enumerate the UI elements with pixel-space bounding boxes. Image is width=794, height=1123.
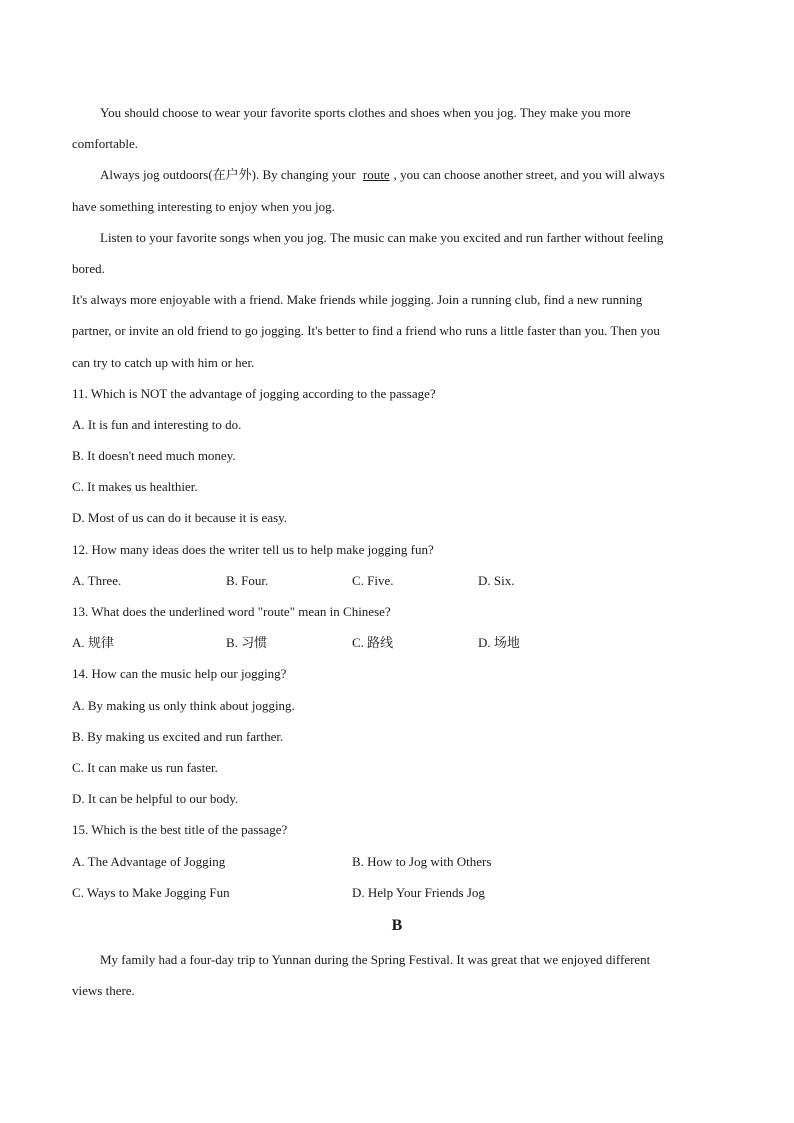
question-12-option-d: D. Six. bbox=[478, 572, 515, 588]
paragraph-3-line-1: Listen to your favorite songs when you jog. The music can make you excited and run farther without feeling bbox=[100, 229, 664, 245]
question-15-options-row-2 bbox=[72, 877, 722, 908]
question-13-options bbox=[72, 627, 722, 658]
question-11-stem: 11. Which is NOT the advantage of jogging according to the passage? bbox=[72, 385, 436, 401]
question-12-options bbox=[72, 565, 722, 596]
question-15-options-row-1 bbox=[72, 846, 722, 877]
question-13-stem: 13. What does the underlined word "route" mean in Chinese? bbox=[72, 604, 391, 619]
question-11-option-b: B. It doesn't need much money. bbox=[72, 448, 236, 464]
question-15-option-b: B. How to Jog with Others bbox=[352, 853, 492, 869]
paragraph-4-line-1: It's always more enjoyable with a friend. Make friends while jogging. Join a running club, find a new running bbox=[72, 292, 643, 308]
question-13-option-a: A. 规律 bbox=[72, 635, 114, 651]
question-14-stem: 14. How can the music help our jogging? bbox=[72, 666, 287, 682]
question-15-option-c: C. Ways to Make Jogging Fun bbox=[72, 884, 230, 900]
paragraph-2-line-1 bbox=[72, 159, 722, 190]
section-b-line-2: views there. bbox=[72, 983, 135, 999]
question-14-option-c: C. It can make us run faster. bbox=[72, 759, 218, 775]
paragraph-2-text-after: , you can choose another street, and you will always bbox=[393, 167, 665, 183]
question-14-option-b: B. By making us excited and run farther. bbox=[72, 728, 284, 744]
question-13-option-c: C. 路线 bbox=[352, 635, 394, 651]
question-12-stem: 12. How many ideas does the writer tell us to help make jogging fun? bbox=[72, 541, 434, 557]
paragraph-2-line-2: have something interesting to enjoy when you jog. bbox=[72, 198, 335, 214]
paragraph-4-line-2: partner, or invite an old friend to go jogging. It's better to find a friend who runs a little faster than you. Then you bbox=[72, 323, 660, 339]
question-11-option-d: D. Most of us can do it because it is easy. bbox=[72, 510, 288, 526]
question-11-option-a: A. It is fun and interesting to do. bbox=[72, 416, 242, 432]
paragraph-1-line-2: comfortable. bbox=[72, 136, 139, 152]
question-14-option-a: A. By making us only think about jogging. bbox=[72, 697, 295, 713]
question-12-option-b: B. Four. bbox=[226, 572, 269, 588]
question-12-option-a: A. Three. bbox=[72, 572, 122, 588]
paragraph-1-line-1: You should choose to wear your favorite sports clothes and shoes when you jog. They make you more bbox=[100, 105, 631, 120]
question-14-option-d: D. It can be helpful to our body. bbox=[72, 791, 239, 807]
paragraph-2-text-before: Always jog outdoors(在户外). By changing your bbox=[100, 167, 359, 183]
question-11-option-c: C. It makes us healthier. bbox=[72, 479, 198, 495]
underlined-word-route: route bbox=[362, 167, 390, 183]
paragraph-4-line-3: can try to catch up with him or her. bbox=[72, 354, 255, 370]
question-12-option-c: C. Five. bbox=[352, 572, 394, 588]
section-b-line-1: My family had a four-day trip to Yunnan during the Spring Festival. It was great that we enjoyed different bbox=[100, 951, 651, 967]
section-b-heading: B bbox=[391, 916, 403, 934]
question-13-option-b: B. 习惯 bbox=[226, 635, 268, 651]
question-13-option-d: D. 场地 bbox=[478, 635, 520, 651]
question-15-stem: 15. Which is the best title of the passage? bbox=[72, 822, 288, 838]
paragraph-3-line-2: bored. bbox=[72, 260, 105, 276]
question-15-option-d: D. Help Your Friends Jog bbox=[352, 884, 485, 900]
document-page bbox=[72, 97, 722, 1006]
question-15-option-a: A. The Advantage of Jogging bbox=[72, 853, 226, 869]
